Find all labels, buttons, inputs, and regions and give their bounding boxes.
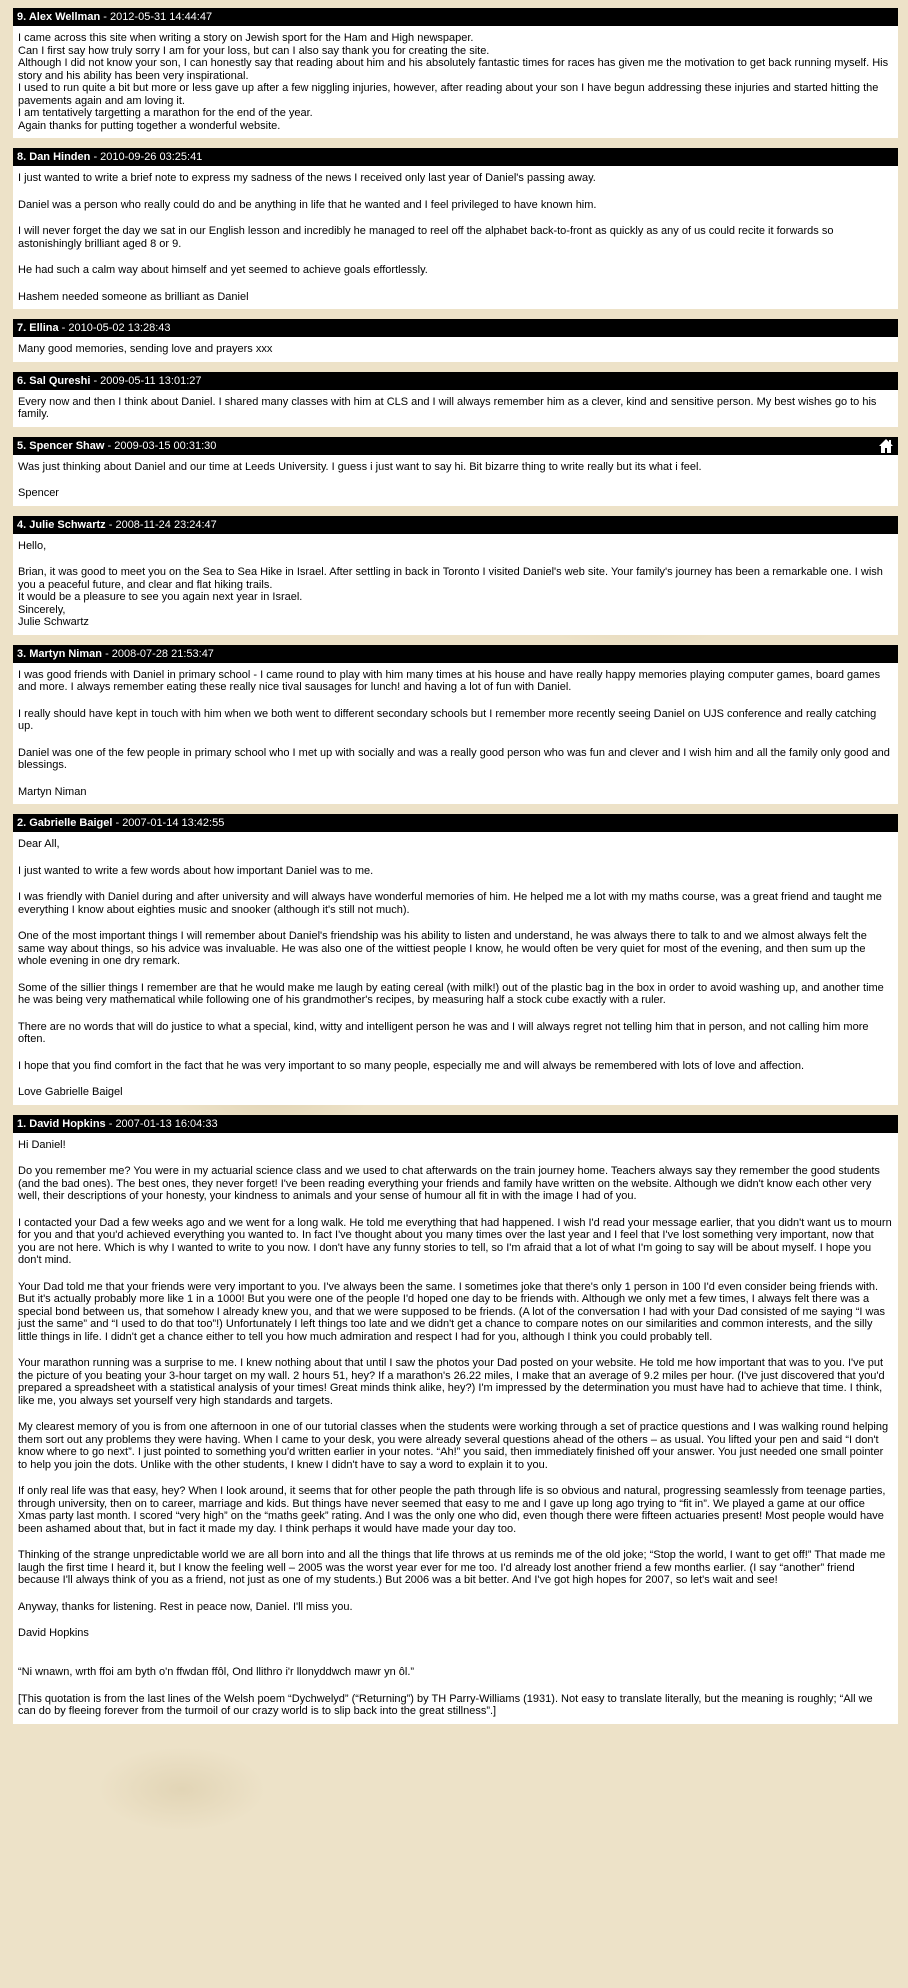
guestbook-entry (13, 1115, 898, 1724)
entry-date: - 2009-03-15 00:31:30 (107, 439, 217, 452)
entry-number: 9. (17, 11, 27, 23)
message-paragraph: I will never forget the day we sat in our English lesson and incredibly he managed to reel off the alphabet back-to-front as quickly as any of us could recite it forwards so astonishingly brilliant aged 8 or 9. (18, 225, 834, 250)
message-paragraph: One of the most important things I will remember about Daniel's friendship was his ability to listen and understand, he was always there to talk to and we almost always felt the same way about things, so his advice was invaluable. He was also one of the wittiest people I know, he would often be very quiet for most of the evening, and then sum up the whole evening in one dry remark. (18, 930, 867, 967)
entry-number: 5. (17, 439, 27, 452)
entry-number: 2. (17, 817, 27, 829)
entry-header (13, 814, 898, 832)
message-paragraph: Thinking of the strange unpredictable world we are all born into and all the things that life throws at us reminds me of the old joke; “Stop the world, I want to get off!” That made me laugh the first time I heard it, but I know the feeling well – 2005 was the worst year ever for me too. I'd already lost another friend a few months earlier. (I say “another” friend because I'll always think of you as a friend, not just as one of my students.) But 2006 was a bit better. And I've got high hopes for 2007, so let's wait and see! (18, 1549, 886, 1586)
entry-author-name: Julie Schwartz (29, 518, 106, 531)
entry-number: 8. (17, 151, 27, 163)
message-paragraph: Was just thinking about Daniel and our time at Leeds University. I guess i just want to say hi. Bit bizarre thing to write really but its what i feel. (18, 460, 702, 473)
message-paragraph: Hello, (18, 539, 47, 552)
entry-author-name: Martyn Niman (29, 647, 102, 660)
entry-number: 1. (17, 1117, 27, 1130)
message-paragraph: Do you remember me? You were in my actuarial science class and we used to chat afterwards on the train journey home. Teachers always say they remember the good students (and the bad ones). The best ones, they never forget! I've been reading everything your friends and family have written on the website. Although we didn't know each other very well, their descriptions of your honesty, your kindness to animals and your sense of humour all fit in with the image I had of you. (18, 1165, 880, 1202)
entry-header (13, 319, 898, 337)
entry-date: - 2008-11-24 23:24:47 (108, 518, 217, 531)
message-paragraph: Daniel was a person who really could do and be anything in life that he wanted and I feel privileged to have known him. (18, 198, 597, 211)
entry-number: 3. (17, 647, 27, 660)
entry-author-name: David Hopkins (29, 1117, 106, 1130)
message-paragraph: Your Dad told me that your friends were very important to you. I've always been the same. I sometimes joke that there's only 1 person in 100 I'd even consider being friends with. But it's actually probably more like 1 in a 1000! But you were one of the people I'd hoped one day to be friends with. Although we only met a few times, I always felt there was a special bond between us, that somehow I already knew you, and that we were supposed to be friends. (A lot of the conversation I had with your Dad consisted of me saying “I was just the same” and “I used to do that too”!) Unfortunately I left things too late and we didn't get a chance to compare notes on our similarities and common interests, and the silly little things in life. I didn't get a chance either to tell you how much admiration and respect I had for you, although I think you could probably tell. (18, 1280, 886, 1343)
entry-message (13, 534, 898, 635)
entry-author-name: Ellina (29, 322, 59, 334)
entry-header (13, 372, 898, 390)
entry-number: 4. (17, 518, 27, 531)
entry-header (13, 148, 898, 166)
entry-message (13, 337, 898, 362)
entry-message (13, 663, 898, 805)
entry-author (17, 519, 106, 531)
entry-author (17, 440, 104, 452)
entry-number: 7. (17, 322, 27, 334)
entry-header (13, 645, 898, 663)
entry-header (13, 1115, 898, 1133)
entry-author-name: Gabrielle Baigel (29, 817, 113, 829)
guestbook-entry (13, 516, 898, 635)
entry-author (17, 11, 100, 23)
entry-message (13, 832, 898, 1105)
message-paragraph: He had such a calm way about himself and yet seemed to achieve goals effortlessly. (18, 264, 428, 276)
message-paragraph: I was friendly with Daniel during and after university and will always have wonderful memories of him. He helped me a lot with my maths course, was a great friend and taught me everything I know about eighties music and snooker (although it's still not much). (18, 891, 882, 916)
entry-date: - 2010-09-26 03:25:41 (93, 151, 203, 163)
entry-date: - 2007-01-14 13:42:55 (115, 817, 225, 829)
entry-date: - 2010-05-02 13:28:43 (61, 322, 171, 334)
entry-date: - 2012-05-31 14:44:47 (103, 11, 213, 23)
message-paragraph: Hashem needed someone as brilliant as Daniel (18, 290, 249, 303)
entry-message (13, 390, 898, 427)
message-paragraph: I contacted your Dad a few weeks ago and we went for a long walk. He told me everything that had happened. I wish I'd read your message earlier, that you didn't want us to mourn for you and that you'd achieved everything you wanted to. In fact I've thought about you many times over the last year and I feel that I've lost something very important, now that you are not here. Which is why I wanted to write to you now. I don't have any funny stories to tell, so I'm afraid that a lot of what I'm going to say will be about myself. I hope you don't mind. (18, 1216, 892, 1266)
entry-author (17, 322, 59, 334)
message-paragraph: Every now and then I think about Daniel. I shared many classes with him at CLS and I will always remember him as a clever, kind and sensitive person. My best wishes go to his family. (18, 395, 877, 420)
entry-author-name: Spencer Shaw (29, 439, 105, 452)
message-paragraph: “Ni wnawn, wrth ffoi am byth o'n ffwdan ffôl, Ond llithro i'r llonyddwch mawr yn ôl.” (18, 1666, 415, 1678)
message-paragraph: There are no words that will do justice to what a special, kind, witty and intelligent person he was and I will always regret not telling him that in person, and not calling him more often. (18, 1020, 869, 1045)
entry-header (13, 8, 898, 26)
message-paragraph: I really should have kept in touch with him when we both went to different secondary schools but I remember more recently seeing Daniel on UJS conference and really catching up. (18, 707, 877, 732)
message-paragraph: Hi Daniel! (18, 1138, 66, 1151)
entry-header (13, 516, 898, 534)
message-paragraph: Your marathon running was a surprise to me. I knew nothing about that until I saw the photos your Dad posted on your website. He told me how important that was to you. I've put the picture of you beating your 3-hour target on my wall. 2 hours 51, hey? If a marathon's 26.22 miles, I make that an average of 9.2 miles per hour. (I've just discovered that you'd prepared a spreadsheet with a statistical analysis of your times! Great minds think alike, hey?) I'm impressed by the determination you must have had to achieve that time. I think, like me, you always set yourself very high standards and targets. (18, 1357, 885, 1407)
message-paragraph: Daniel was one of the few people in primary school who I met up with socially and was a really good person who was fun and clever and I wish him and all the family only good and blessings. (18, 746, 890, 771)
entry-author (17, 817, 112, 829)
message-paragraph: I just wanted to write a brief note to express my sadness of the news I received only last year of Daniel's passing away. (18, 172, 596, 184)
message-paragraph: I hope that you find comfort in the fact that he was very important to so many people, especially me and will always be remembered with lots of love and affection. (18, 1059, 805, 1072)
home-icon[interactable] (878, 438, 894, 454)
entry-header (13, 437, 898, 455)
guestbook-entry (13, 319, 898, 362)
guestbook-entry (13, 372, 898, 427)
message-paragraph: Some of the sillier things I remember are that he would make me laugh by eating cereal (with milk!) out of the plastic bag in the box in order to avoid washing up, and another time he was being very mathematical while following one of his grandmother's recipes, by measuring half a stock cube exactly with a ruler. (18, 981, 884, 1006)
entry-message (13, 1133, 898, 1724)
entry-author-name: Alex Wellman (28, 11, 101, 23)
message-paragraph: David Hopkins (18, 1627, 89, 1639)
guestbook-entry (13, 148, 898, 309)
entry-author (17, 648, 102, 660)
guestbook-entry (13, 8, 898, 138)
message-paragraph: If only real life was that easy, hey? When I look around, it seems that for other people the path through life is so obvious and natural, progressing seamlessly from teenage parties, through university, then on to career, marriage and kids. But things have never seemed that easy to me and I gave up long ago trying to “fit in”. We played a game at our office Xmas party last month. I scored “very high” on the “maths geek” rating. And I was the only one who did, even though there were fifteen actuaries present! Most people would have been ashamed about that, but in fact it made my day. I think perhaps it would have made your day too. (18, 1485, 886, 1535)
entry-number: 6. (17, 374, 27, 387)
entry-date: - 2009-05-11 13:01:27 (93, 374, 202, 387)
message-paragraph: I just wanted to write a few words about how important Daniel was to me. (18, 864, 374, 877)
entry-message (13, 455, 898, 506)
message-paragraph: Martyn Niman (18, 785, 87, 798)
entry-author (17, 375, 90, 387)
message-paragraph: Dear All, (18, 838, 60, 850)
entry-author-name: Sal Qureshi (29, 374, 91, 387)
guestbook-entry (13, 814, 898, 1105)
entry-date: - 2007-01-13 16:04:33 (108, 1117, 218, 1130)
guestbook-entry (13, 645, 898, 805)
message-paragraph: Brian, it was good to meet you on the Sea to Sea Hike in Israel. After settling in back in Toronto I visited Daniel's web site. Your family's journey has been a remarkable one. I wish you a peaceful future, and clear and flat hiking trails. It would be a pleasure to see you again next year in Israel. Sincerely, Julie Schwartz (18, 566, 883, 628)
message-paragraph: My clearest memory of you is from one afternoon in one of our tutorial classes when the students were working through a set of practice questions and I was walking round helping them sort out any problems they were having. When I came to your desk, you were already several questions ahead of the others – as usual. You lifted your pen and said “I don't know where to go next”. I just pointed to something you'd written earlier in your notes. “Ah!” you said, then immediately finished off your answer. You just needed one small pointer to help you join the dots. Unlike with the other students, I knew I didn't have to say a word to explain it to you. (18, 1421, 889, 1471)
message-paragraph: I came across this site when writing a story on Jewish sport for the Ham and High newspaper. Can I first say how truly sorry I am for your loss, but can I also say thank you for creating the site. Although I did not know your son, I can honestly say that reading about him and his absolutely fantastic times for races has given me the motivation to get back running myself. His story and his ability has been very inspirational. I used to run quite a bit but more or less gave up after a few niggling injuries, however, after reading about your son I have begun addressing these injuries and started hitting the pavements again and am loving it. I am tentatively targetting a marathon for the end of the year. Again thanks for putting together a wonderful website. (18, 32, 889, 132)
message-paragraph: Anyway, thanks for listening. Rest in peace now, Daniel. I'll miss you. (18, 1600, 353, 1613)
entry-author-name: Dan Hinden (29, 151, 91, 163)
message-paragraph: I was good friends with Daniel in primary school - I came round to play with him many times at his house and have really happy memories playing computer games, board games and more. I always remember eating these really nice tival sausages for lunch! and having a lot of fun with Daniel. (18, 668, 881, 693)
message-paragraph: [This quotation is from the last lines of the Welsh poem “Dychwelyd” (“Returning”) by TH Parry-Williams (1931). Not easy to translate literally, but the meaning is roughly; “All we can do by fleeing forever from the turmoil of our crazy world is to slip back into the great stillness”.] (18, 1692, 873, 1717)
message-paragraph: Love Gabrielle Baigel (18, 1086, 123, 1098)
guestbook-entry (13, 437, 898, 506)
entry-message (13, 166, 898, 309)
entry-date: - 2008-07-28 21:53:47 (105, 647, 214, 660)
entry-author (17, 151, 90, 163)
entry-message (13, 26, 898, 138)
message-paragraph: Many good memories, sending love and prayers xxx (18, 343, 273, 355)
message-paragraph: Spencer (18, 487, 59, 499)
entry-author (17, 1118, 106, 1130)
